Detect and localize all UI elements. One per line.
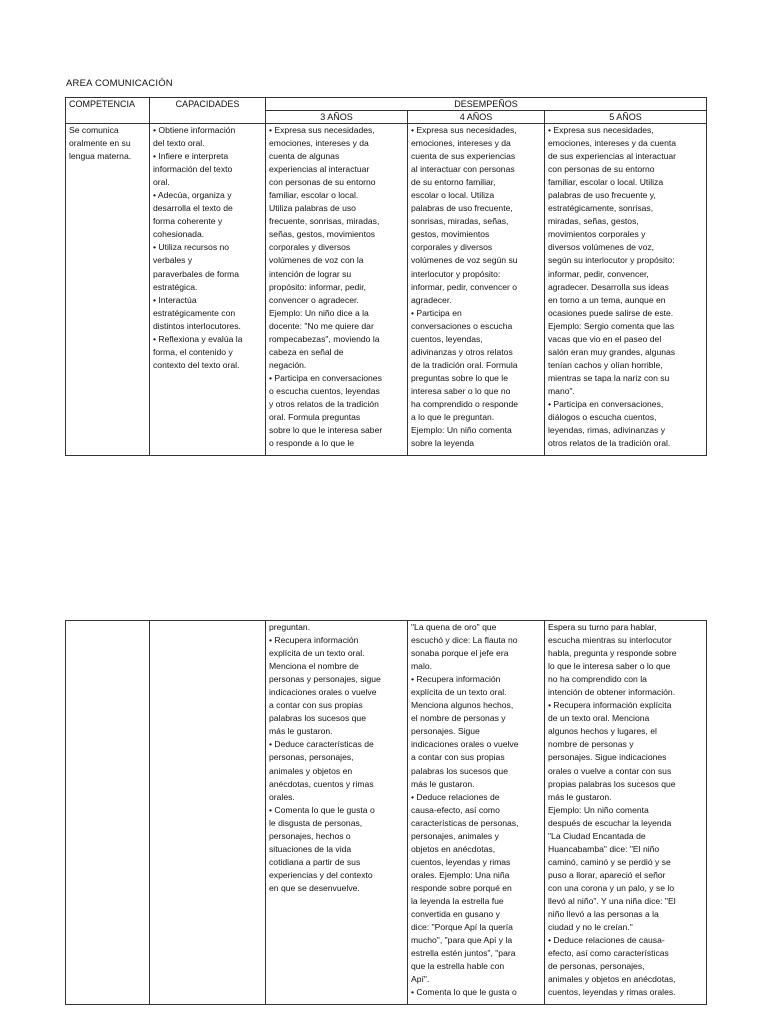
- cell-text-line: propósito: informar, pedir,: [269, 281, 366, 292]
- cell-text-line: objetos en anécdotas,: [411, 843, 496, 854]
- cell-text-line: orales.: [269, 791, 295, 802]
- cell-text-line: negación.: [269, 359, 307, 370]
- cell-text-line: nombre de personas y: [548, 739, 634, 750]
- age-3-cell-continued: [266, 621, 408, 1005]
- cell-text-line: con una corona y un palo, y se lo: [548, 882, 675, 893]
- cell-text-line: señas, gestos, movimientos: [269, 229, 376, 240]
- cell-text-line: • Recupera información explícita: [548, 700, 672, 711]
- cell-text-line: cabeza en señal de: [269, 346, 344, 357]
- cell-text-line: emociones, intereses y da: [411, 138, 511, 149]
- cell-text-line: experiencias al interactuar: [269, 164, 370, 175]
- cell-text-line: "La quena de oro" que: [411, 622, 497, 632]
- content-row-continued: [66, 621, 707, 1005]
- cell-text-line: • Interactúa: [153, 294, 197, 305]
- cell-text-line: tenían cachos y olían horrible,: [548, 359, 663, 370]
- cell-text-line: mientras se tapa la nariz con su: [548, 372, 670, 383]
- capacidades-cell-continued: [150, 621, 266, 1005]
- cell-text-line: Ejemplo: Un niño comenta: [411, 425, 512, 436]
- cell-text-line: sobre la leyenda: [411, 438, 475, 449]
- cell-text-line: personajes, hechos o: [269, 830, 351, 841]
- cell-text-line: • Infiere e interpreta: [153, 151, 229, 162]
- cell-text-line: responde sobre porqué en: [411, 882, 512, 893]
- cell-text-line: ocasiones puede salirse de este.: [548, 307, 674, 318]
- cell-text-line: preguntan.: [269, 622, 311, 632]
- header-age-4: 4 AÑOS: [408, 111, 545, 124]
- cell-text-line: dice: "Porque Apí la quería: [411, 922, 513, 933]
- cell-text-line: • Recupera información: [411, 674, 501, 685]
- cell-text-line: corporales y diversos: [269, 242, 351, 253]
- cell-text-line: • Expresa sus necesidades,: [269, 125, 375, 135]
- cell-text-line: • Participa en conversaciones: [269, 372, 382, 383]
- cell-text-line: personajes, animales y: [411, 830, 499, 841]
- cell-text-line: contexto del texto oral.: [153, 359, 240, 370]
- cell-text-line: diversos volúmenes de voz,: [548, 242, 655, 253]
- age-5-cell: [545, 124, 707, 456]
- cell-text-line: habla, pregunta y responde sobre: [548, 648, 677, 659]
- cell-text-line: personas y personajes, sigue: [269, 674, 381, 685]
- cell-text-line: llevó al niño". Y una niña dice: "El: [548, 895, 676, 906]
- cell-text-line: agradecer. Desarrolla sus ideas: [548, 281, 669, 292]
- cell-text-line: adivinanzas y otros relatos: [411, 346, 513, 357]
- cell-text-line: volúmenes de voz con la: [269, 255, 364, 266]
- cell-text-line: más le gustaron.: [411, 778, 475, 789]
- cell-text-line: corporales y diversos: [411, 242, 493, 253]
- cell-text-line: oral.: [153, 177, 170, 188]
- cell-text-line: en torno a un tema, aunque en: [548, 294, 666, 305]
- header-competencia: COMPETENCIA: [66, 98, 150, 124]
- cell-text-line: • Comenta lo que le gusta o: [269, 804, 375, 815]
- cell-text-line: mano".: [548, 385, 575, 396]
- header-desempenos: DESEMPEÑOS: [266, 98, 707, 111]
- cell-text-line: rompecabezas", moviendo la: [269, 333, 380, 344]
- cell-text-line: personajes. Sigue: [411, 726, 480, 737]
- header-row: [66, 98, 707, 111]
- cell-text-line: sobre lo que le interesa saber: [269, 425, 383, 436]
- cell-text-line: indicaciones orales o vuelve: [411, 739, 519, 750]
- cell-text-line: oral. Formula preguntas: [269, 412, 361, 423]
- cell-text-line: de sus experiencias al interactuar: [548, 151, 677, 162]
- cell-text-line: cuentos, leyendas y rimas orales.: [548, 987, 676, 998]
- cell-text-line: o escucha cuentos, leyendas: [269, 385, 380, 396]
- cell-text-line: de personas, personajes,: [548, 961, 645, 972]
- cell-text-line: anécdotas, cuentos y rimas: [269, 778, 374, 789]
- cell-text-line: animales y objetos en anécdotas,: [548, 974, 676, 985]
- competencia-cell-continued: [66, 621, 150, 1005]
- cell-text-line: vacas que vio en el paseo del: [548, 333, 662, 344]
- cell-text-line: con personas de su entorno: [548, 164, 655, 175]
- cell-text-line: forma coherente y: [153, 216, 223, 227]
- competencies-table: [65, 97, 707, 456]
- age-5-cell-continued: [545, 621, 707, 1005]
- cell-text-line: leyendas, rimas, adivinanzas y: [548, 425, 666, 436]
- cell-text-line: sonrisas, miradas, señas,: [411, 216, 509, 227]
- cell-text-line: situaciones de la vida: [269, 843, 352, 854]
- cell-text-line: no ha comprendido con la: [548, 674, 647, 685]
- cell-text-line: • Reflexiona y evalúa la: [153, 333, 243, 344]
- cell-text-line: Se comunica: [69, 125, 119, 135]
- age-4-cell: [408, 124, 545, 456]
- cell-text-line: oralmente en su: [69, 138, 131, 149]
- cell-text-line: efecto, así como características: [548, 948, 669, 959]
- cell-text-line: intención de obtener información.: [548, 687, 676, 698]
- cell-text-line: ciudad y no le creían.": [548, 922, 633, 933]
- cell-text-line: informar, pedir, convencer,: [548, 268, 649, 279]
- cell-text-line: según su interlocutor y propósito:: [548, 255, 675, 266]
- cell-text-line: frecuente, sonrisas, miradas,: [269, 216, 380, 227]
- cell-text-line: orales. Ejemplo: Una niña: [411, 869, 510, 880]
- cell-text-line: convencer o agradecer.: [269, 294, 359, 305]
- cell-text-line: Apí".: [411, 974, 430, 985]
- cell-text-line: familiar, escolar o local.: [269, 190, 359, 201]
- cell-text-line: el nombre de personas y: [411, 713, 506, 724]
- cell-text-line: • Deduce características de: [269, 739, 374, 750]
- cell-text-line: docente: "No me quiere dar: [269, 320, 374, 331]
- cell-text-line: niño llevó a las personas a la: [548, 909, 659, 920]
- cell-text-line: más le gustaron.: [548, 791, 612, 802]
- cell-text-line: animales y objetos en: [269, 765, 353, 776]
- cell-text-line: diálogos o escucha cuentos,: [548, 412, 657, 423]
- cell-text-line: escuchó y dice: La flauta no: [411, 635, 518, 646]
- cell-text-line: conversaciones o escucha: [411, 320, 513, 331]
- cell-text-line: • Expresa sus necesidades,: [548, 125, 654, 135]
- cell-text-line: a contar con sus propias: [411, 752, 505, 763]
- cell-text-line: Ejemplo: Sergio comenta que las: [548, 320, 675, 331]
- cell-text-line: • Expresa sus necesidades,: [411, 125, 517, 135]
- cell-text-line: y otros relatos de la tradición: [269, 398, 379, 409]
- cell-text-line: • Deduce relaciones de: [411, 791, 500, 802]
- cell-text-line: cuentos, leyendas y rimas: [411, 856, 511, 867]
- cell-text-line: a contar con sus propias: [269, 700, 363, 711]
- cell-text-line: algunos hechos y lugares, el: [548, 726, 657, 737]
- age-4-cell-continued: [408, 621, 545, 1005]
- cell-text-line: de un texto oral. Menciona: [548, 713, 650, 724]
- cell-text-line: personas, personajes,: [269, 752, 354, 763]
- cell-text-line: escolar o local. Utiliza: [411, 190, 495, 201]
- cell-text-line: miradas, señas, gestos,: [548, 216, 639, 227]
- cell-text-line: distintos interlocutores.: [153, 320, 241, 331]
- cell-text-line: • Participa en: [411, 307, 462, 318]
- cell-text-line: información del texto: [153, 164, 233, 175]
- cell-text-line: Ejemplo: Un niño comenta: [548, 804, 649, 815]
- cell-text-line: emociones, intereses y da: [269, 138, 369, 149]
- cell-text-line: otros relatos de la tradición oral.: [548, 438, 671, 449]
- cell-text-line: de la tradición oral. Formula: [411, 359, 518, 370]
- capacidades-cell: [150, 124, 266, 456]
- cell-text-line: explícita de un texto oral.: [411, 687, 507, 698]
- cell-text-line: volúmenes de voz según su: [411, 255, 518, 266]
- cell-text-line: • Deduce relaciones de causa-: [548, 935, 665, 946]
- area-title: AREA COMUNICACIÓN: [66, 78, 173, 89]
- header-age-5: 5 AÑOS: [545, 111, 707, 124]
- cell-text-line: caminó, caminó y se perdió y se: [548, 856, 671, 867]
- cell-text-line: causa-efecto, así como: [411, 804, 500, 815]
- cell-text-line: • Comenta lo que le gusta o: [411, 987, 517, 998]
- cell-text-line: indicaciones orales o vuelve: [269, 687, 377, 698]
- content-row: [66, 124, 707, 456]
- cell-text-line: explícita de un texto oral.: [269, 648, 365, 659]
- cell-text-line: cohesionada.: [153, 229, 205, 240]
- cell-text-line: cuentos, leyendas,: [411, 333, 483, 344]
- cell-text-line: características de personas,: [411, 817, 519, 828]
- cell-text-line: salón eran muy grandes, algunas: [548, 346, 676, 357]
- cell-text-line: paraverbales de forma: [153, 268, 239, 279]
- cell-text-line: • Obtiene información: [153, 125, 236, 135]
- cell-text-line: estratégicamente con: [153, 307, 236, 318]
- cell-text-line: de su entorno familiar,: [411, 177, 496, 188]
- competencies-table-continued: [65, 620, 707, 1005]
- cell-text-line: • Utiliza recursos no: [153, 242, 230, 253]
- cell-text-line: palabras de uso frecuente y,: [548, 190, 656, 201]
- cell-text-line: en que se desenvuelve.: [269, 882, 360, 893]
- cell-text-line: sonaba porque el jefe era: [411, 648, 509, 659]
- cell-text-line: emociones, intereses y da cuenta: [548, 138, 677, 149]
- cell-text-line: palabras los sucesos que: [411, 765, 508, 776]
- header-capacidades: CAPACIDADES: [150, 98, 266, 124]
- cell-text-line: o responde a lo que le: [269, 438, 355, 449]
- header-age-3: 3 AÑOS: [266, 111, 408, 124]
- cell-text-line: convertida en gusano y: [411, 909, 500, 920]
- cell-text-line: experiencias y del contexto: [269, 869, 373, 880]
- cell-text-line: estratégica.: [153, 281, 198, 292]
- cell-text-line: • Adecúa, organiza y: [153, 190, 232, 201]
- cell-text-line: propias palabras los sucesos que: [548, 778, 676, 789]
- cell-text-line: le disgusta de personas,: [269, 817, 363, 828]
- cell-text-line: lo que le interesa saber o lo que: [548, 661, 671, 672]
- cell-text-line: verbales y: [153, 255, 193, 266]
- cell-text-line: del texto oral.: [153, 138, 205, 149]
- cell-text-line: cuenta de algunas: [269, 151, 340, 162]
- cell-text-line: Espera su turno para hablar,: [548, 622, 657, 632]
- cell-text-line: gestos, movimientos: [411, 229, 490, 240]
- cell-text-line: palabras de uso frecuente,: [411, 203, 513, 214]
- cell-text-line: desarrolla el texto de: [153, 203, 233, 214]
- cell-text-line: interlocutor y propósito:: [411, 268, 501, 279]
- cell-text-line: Menciona el nombre de: [269, 661, 359, 672]
- cell-text-line: que la estrella hable con: [411, 961, 505, 972]
- competencia-cell: [66, 124, 150, 456]
- cell-text-line: movimientos corporales y: [548, 229, 646, 240]
- cell-text-line: mucho", "para que Apí y la: [411, 935, 513, 946]
- cell-text-line: palabras los sucesos que: [269, 713, 366, 724]
- cell-text-line: agradecer.: [411, 294, 452, 305]
- cell-text-line: ha comprendido o responde: [411, 398, 519, 409]
- cell-text-line: • Recupera información: [269, 635, 359, 646]
- cell-text-line: intención de lograr su: [269, 268, 352, 279]
- cell-text-line: Ejemplo: Un niño dice a la: [269, 307, 369, 318]
- cell-text-line: interesa saber o lo que no: [411, 385, 511, 396]
- cell-text-line: estratégicamente, sonrisas,: [548, 203, 654, 214]
- cell-text-line: con personas de su entorno: [269, 177, 376, 188]
- cell-text-line: Utiliza palabras de uso: [269, 203, 356, 214]
- cell-text-line: "La Ciudad Encantada de: [548, 830, 646, 841]
- cell-text-line: Menciona algunos hechos,: [411, 700, 514, 711]
- cell-text-line: escucha mientras su interlocutor: [548, 635, 672, 646]
- cell-text-line: estrella estén juntos", "para: [411, 948, 516, 959]
- cell-text-line: Huancabamba" dice: "El niño: [548, 843, 660, 854]
- cell-text-line: orales o vuelve a contar con sus: [548, 765, 672, 776]
- cell-text-line: después de escuchar la leyenda: [548, 817, 672, 828]
- cell-text-line: • Participa en conversaciones,: [548, 398, 664, 409]
- cell-text-line: familiar, escolar o local. Utiliza: [548, 177, 664, 188]
- cell-text-line: informar, pedir, convencer o: [411, 281, 518, 292]
- age-3-cell: [266, 124, 408, 456]
- cell-text-line: lengua materna.: [69, 151, 132, 162]
- cell-text-line: preguntas sobre lo que le: [411, 372, 508, 383]
- cell-text-line: más le gustaron.: [269, 726, 333, 737]
- cell-text-line: puso a llorar, apareció el señor: [548, 869, 666, 880]
- cell-text-line: cuenta de sus experiencias: [411, 151, 516, 162]
- cell-text-line: a lo que le preguntan.: [411, 412, 495, 423]
- cell-text-line: personajes. Sigue indicaciones: [548, 752, 667, 763]
- cell-text-line: cotidiana a partir de sus: [269, 856, 361, 867]
- cell-text-line: la leyenda la estrella fue: [411, 895, 504, 906]
- cell-text-line: forma, el contenido y: [153, 346, 233, 357]
- cell-text-line: malo.: [411, 661, 433, 672]
- cell-text-line: al interactuar con personas: [411, 164, 515, 175]
